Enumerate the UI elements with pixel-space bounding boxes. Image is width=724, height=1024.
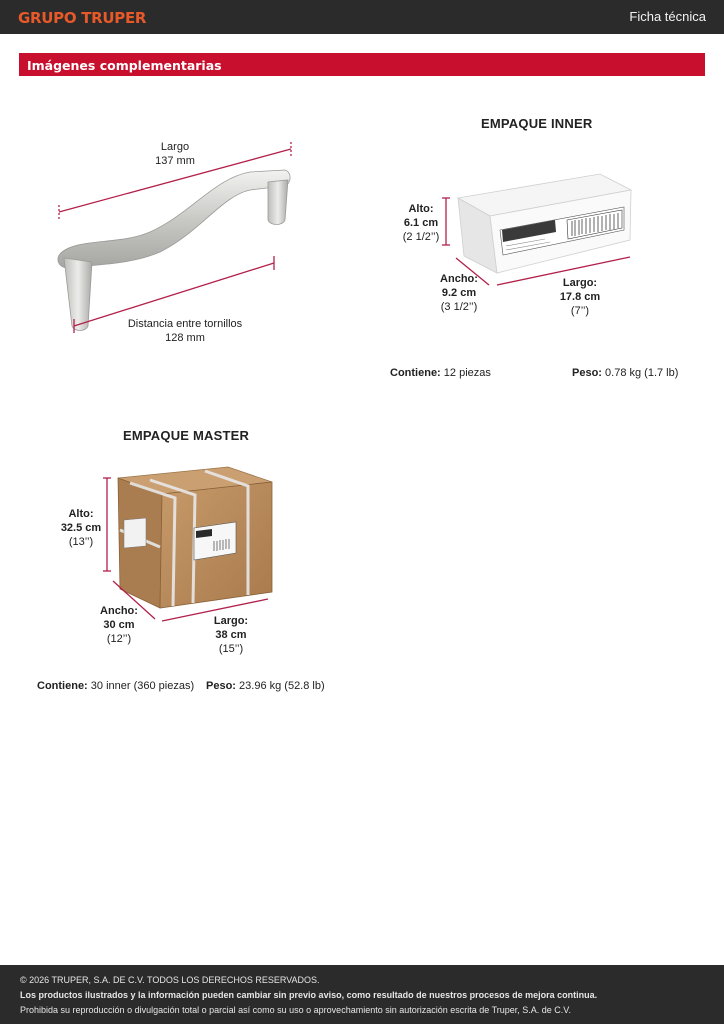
master-largo-in: (15’’) bbox=[218, 643, 244, 655]
master-peso bbox=[206, 680, 325, 692]
master-ancho-cm: 30 cm bbox=[103, 619, 135, 631]
inner-contiene-label: Contiene: bbox=[390, 367, 441, 379]
master-largo-label: Largo: bbox=[213, 615, 249, 627]
inner-alto-label: Alto: bbox=[408, 203, 434, 215]
master-ancho-in: (12’’) bbox=[106, 633, 132, 645]
master-peso-label: Peso: bbox=[206, 680, 236, 692]
inner-contiene bbox=[390, 367, 491, 379]
screw-distance-value: 128 mm bbox=[165, 332, 205, 344]
master-largo-cm: 38 cm bbox=[215, 629, 247, 641]
footer-copyright: © 2026 TRUPER, S.A. DE C.V. TODOS LOS DERECHOS RESERVADOS. bbox=[20, 975, 320, 985]
inner-largo-label: Largo: bbox=[562, 277, 598, 289]
master-alto-cm: 32.5 cm bbox=[60, 522, 102, 534]
footer-legal: Prohibida su reproducción o divulgación total o parcial así como su uso o aprovechamiento sin autorización escrita de Truper, S.A. de C.V. bbox=[20, 1005, 571, 1015]
screw-distance-label bbox=[115, 317, 255, 345]
screw-distance-label-text: Distancia entre tornillos bbox=[127, 318, 243, 330]
master-alto bbox=[56, 507, 106, 549]
length-label bbox=[145, 140, 205, 168]
inner-alto-in: (2 1/2’’) bbox=[402, 231, 440, 243]
master-peso-value: 23.96 kg (52.8 lb) bbox=[239, 680, 325, 692]
footer-notice: Los productos ilustrados y la información pueden cambiar sin previo aviso, como resultado de nuestros procesos de mejora continua. bbox=[20, 990, 598, 1000]
inner-peso-value: 0.78 kg (1.7 lb) bbox=[605, 367, 679, 379]
master-contiene bbox=[37, 680, 194, 692]
handle-left-leg bbox=[64, 258, 92, 331]
inner-peso bbox=[572, 367, 678, 379]
inner-largo-in: (7’’) bbox=[570, 305, 590, 317]
master-ancho bbox=[92, 604, 146, 646]
brand-logo: GRUPO TRUPER bbox=[18, 9, 147, 27]
inner-ancho-cm: 9.2 cm bbox=[441, 287, 477, 299]
inner-box-illustration bbox=[458, 174, 631, 273]
master-heading: EMPAQUE MASTER bbox=[123, 428, 250, 443]
inner-ancho-in: (3 1/2’’) bbox=[440, 301, 478, 313]
inner-ancho bbox=[431, 272, 487, 314]
inner-contiene-value: 12 piezas bbox=[443, 367, 491, 379]
inner-heading: EMPAQUE INNER bbox=[481, 116, 593, 131]
length-value: 137 mm bbox=[155, 155, 195, 167]
handle-right-leg bbox=[268, 180, 288, 225]
master-box-illustration bbox=[118, 467, 272, 608]
master-contiene-value: 30 inner (360 piezas) bbox=[90, 680, 195, 692]
length-label-text: Largo bbox=[160, 141, 190, 153]
inner-ancho-label: Ancho: bbox=[440, 273, 478, 285]
inner-alto-cm: 6.1 cm bbox=[403, 217, 439, 229]
master-contiene-label: Contiene: bbox=[37, 680, 88, 692]
master-alto-in: (13’’) bbox=[68, 536, 94, 548]
master-ancho-label: Ancho: bbox=[100, 605, 138, 617]
inner-largo bbox=[550, 276, 610, 318]
document-type: Ficha técnica bbox=[629, 9, 706, 24]
section-title: Imágenes complementarias bbox=[27, 58, 222, 73]
inner-largo-cm: 17.8 cm bbox=[559, 291, 601, 303]
master-alto-label: Alto: bbox=[68, 508, 94, 520]
master-largo bbox=[203, 614, 259, 656]
footer bbox=[0, 965, 724, 1024]
inner-peso-label: Peso: bbox=[572, 367, 602, 379]
handle-bar bbox=[58, 170, 290, 268]
inner-alto bbox=[395, 202, 447, 244]
